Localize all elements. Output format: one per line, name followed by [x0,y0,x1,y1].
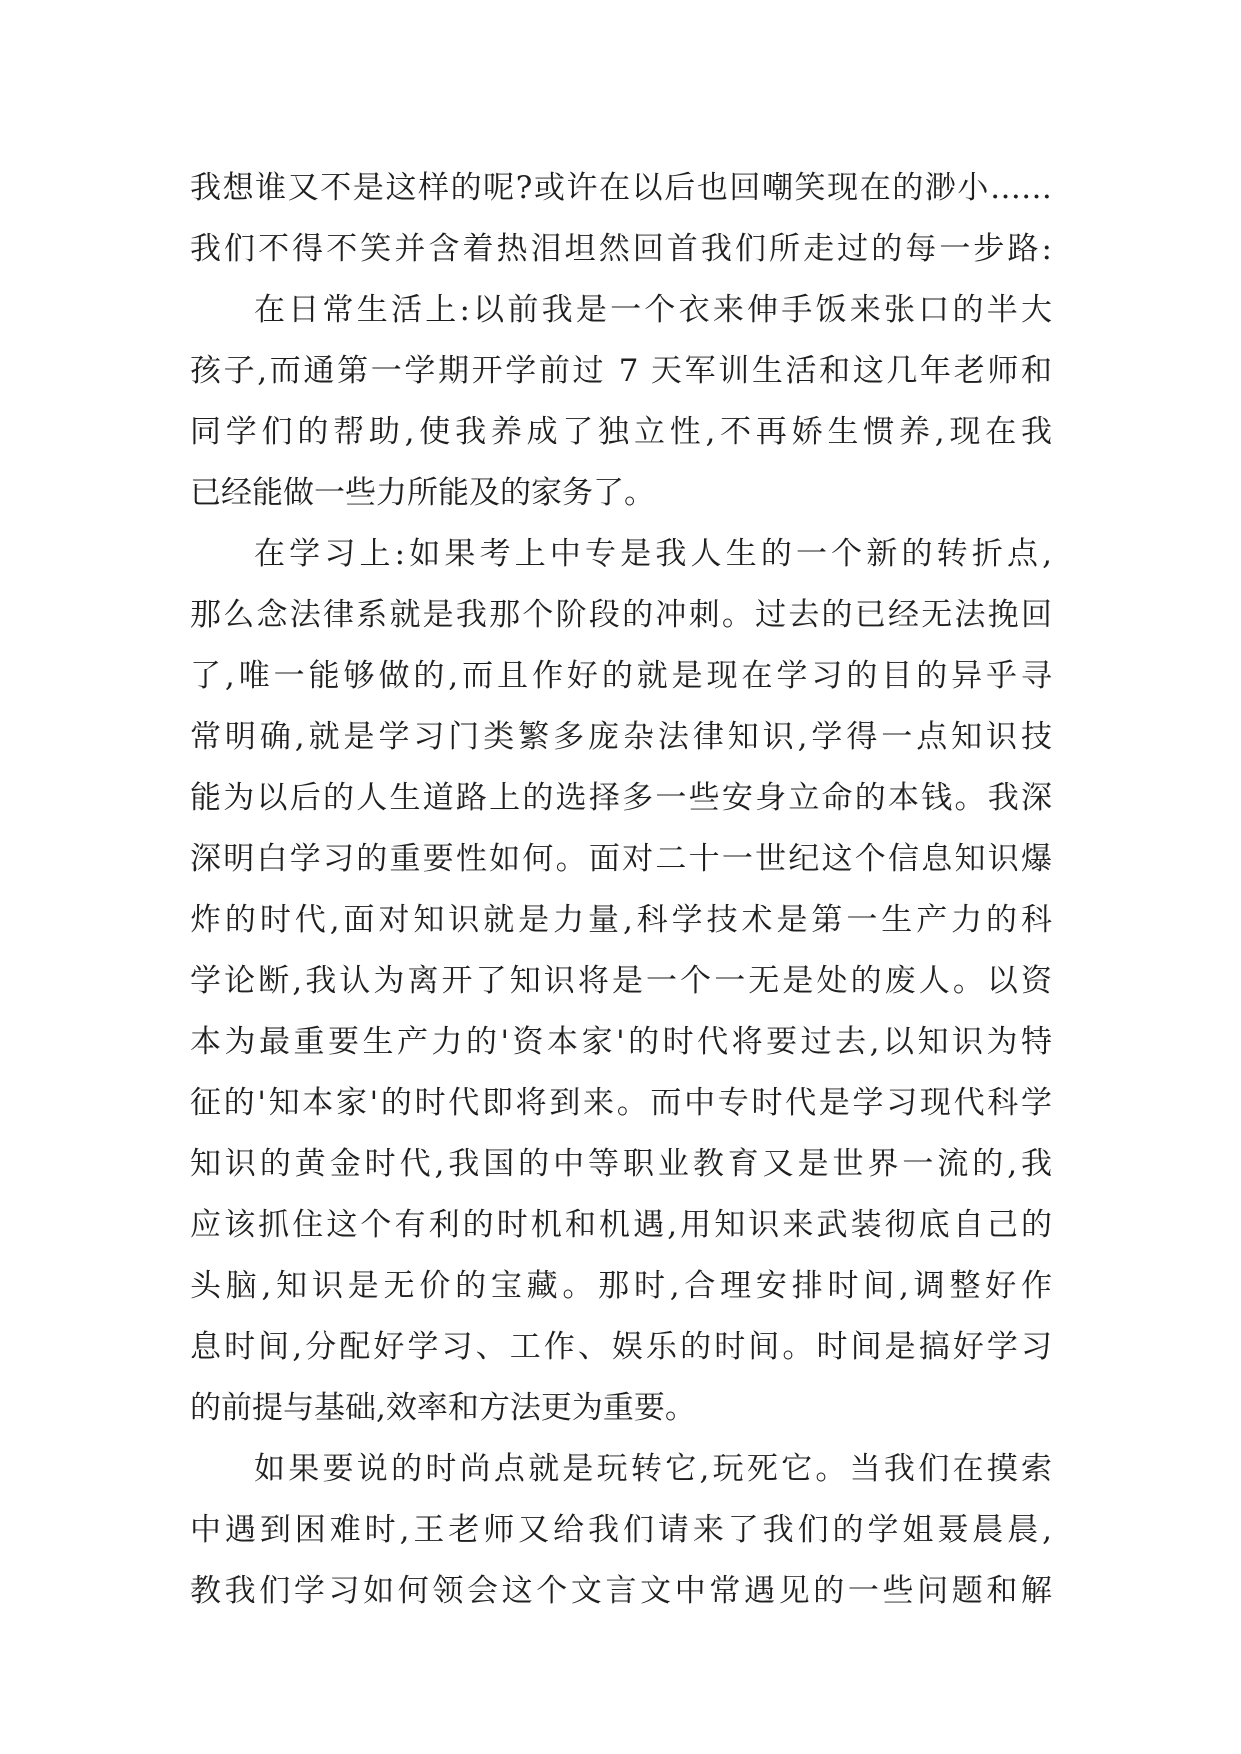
text-line: 深明白学习的重要性如何。面对二十一世纪这个信息知识爆 [190,841,1052,877]
text-line: 息时间,分配好学习、工作、娱乐的时间。时间是搞好学习 [190,1329,1052,1365]
text-line: 已经能做一些力所能及的家务了。 [190,475,655,511]
text-line: 知识的黄金时代,我国的中等职业教育又是世界一流的,我 [190,1146,1052,1182]
text-line: 了,唯一能够做的,而且作好的就是现在学习的目的异乎寻 [190,658,1052,694]
text-line: 头脑,知识是无价的宝藏。那时,合理安排时间,调整好作 [190,1268,1052,1304]
document-body [190,158,1052,1622]
text-line: 学论断,我认为离开了知识将是一个一无是处的废人。以资 [190,963,1052,999]
text-line: 如果要说的时尚点就是玩转它,玩死它。当我们在摸索 [254,1451,1052,1487]
text-line: 那么念法律系就是我那个阶段的冲刺。过去的已经无法挽回 [190,597,1052,633]
text-line: 的前提与基础,效率和方法更为重要。 [190,1390,696,1426]
text-line: 能为以后的人生道路上的选择多一些安身立命的本钱。我深 [190,780,1052,816]
text-line: 应该抓住这个有利的时机和机遇,用知识来武装彻底自己的 [190,1207,1052,1243]
text-line: 我们不得不笑并含着热泪坦然回首我们所走过的每一步路: [190,231,1052,267]
text-line: 教我们学习如何领会这个文言文中常遇见的一些问题和解 [190,1573,1052,1609]
text-line: 在学习上:如果考上中专是我人生的一个新的转折点, [254,536,1052,572]
text-line: 我想谁又不是这样的呢?或许在以后也回嘲笑现在的渺小…… [190,170,1052,206]
text-line: 同学们的帮助,使我养成了独立性,不再娇生惯养,现在我 [190,414,1052,450]
text-line: 征的'知本家'的时代即将到来。而中专时代是学习现代科学 [190,1085,1052,1121]
text-line: 中遇到困难时,王老师又给我们请来了我们的学姐聂晨晨, [190,1512,1052,1548]
text-line: 孩子,而通第一学期开学前过 7 天军训生活和这几年老师和 [190,353,1052,389]
text-line: 本为最重要生产力的'资本家'的时代将要过去,以知识为特 [190,1024,1052,1060]
text-line: 常明确,就是学习门类繁多庞杂法律知识,学得一点知识技 [190,719,1052,755]
text-line: 炸的时代,面对知识就是力量,科学技术是第一生产力的科 [190,902,1052,938]
text-line: 在日常生活上:以前我是一个衣来伸手饭来张口的半大 [254,292,1052,328]
